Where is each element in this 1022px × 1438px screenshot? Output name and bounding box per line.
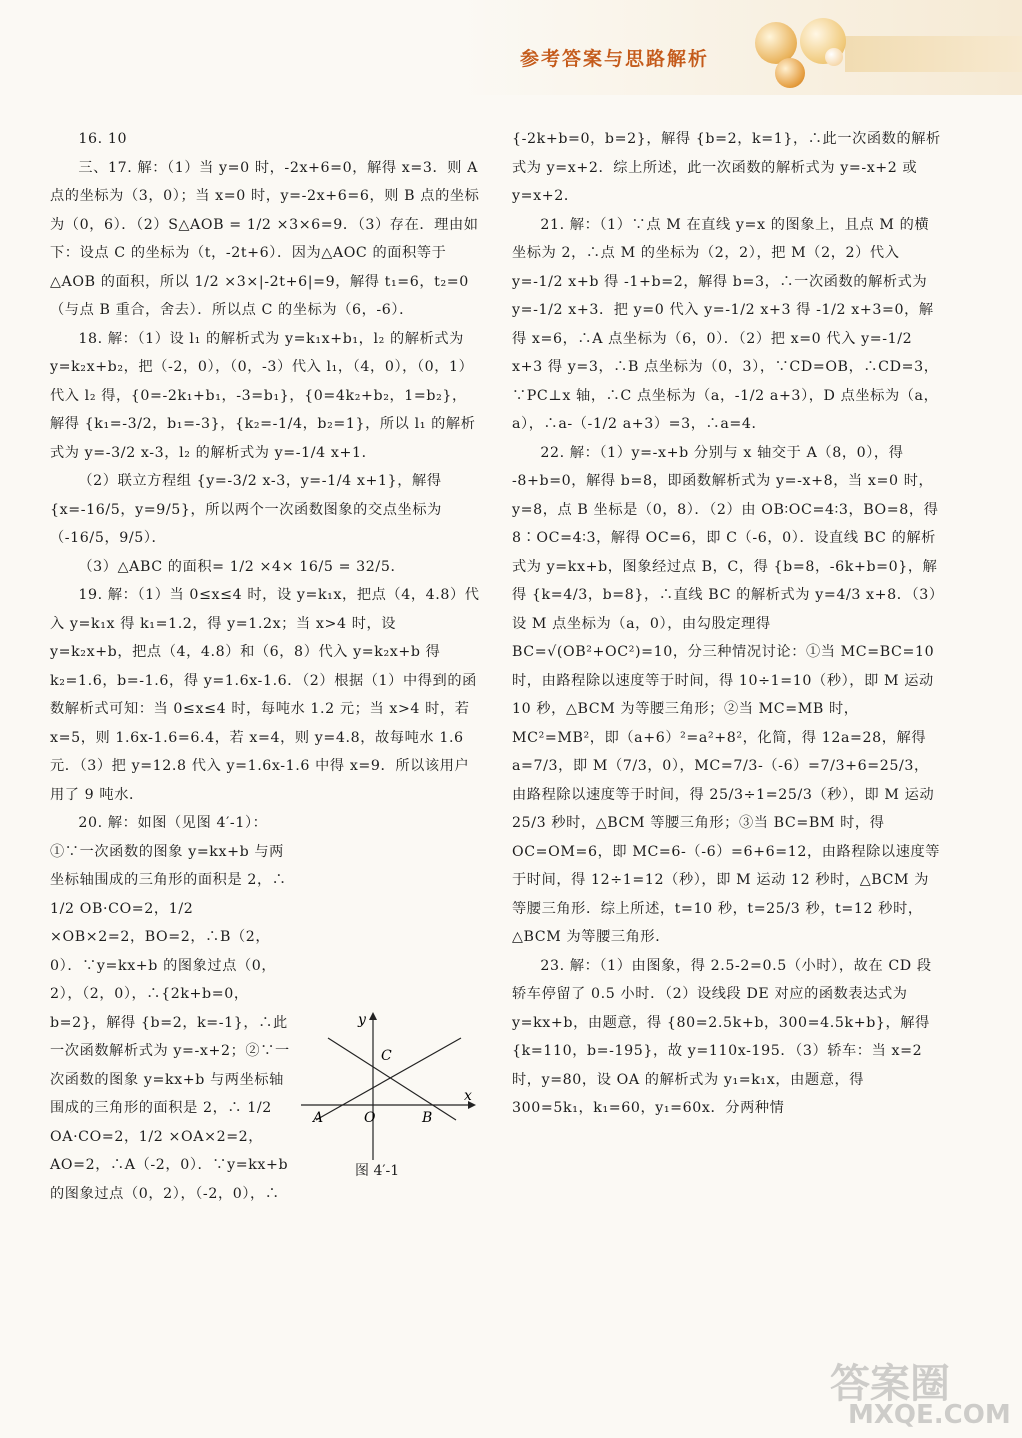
answer-paragraph: 18. 解：（1）设 l₁ 的解析式为 y=k₁x+b₁，l₂ 的解析式为 y=k₂x+b₂，把（-2，0），（0，-3）代入 l₁，（4，0），（0，1）代入 l₂ 得，{0=-2k₁+b₁，-3=b₁}，{0=4k₂+b₂，1=b₂}，解得 {k₁=-3/2，b₁=-3}，{k₂=-1/4，b₂=1}，所以 l₁ 的解析式为 y=-3/2 x-3，l₂ 的解析式为 y=-1/4 x+1． bbox=[50, 330, 476, 461]
answer-paragraph: 20. 解：如图（见图 4′-1）：①∵一次函数的图象 y=kx+b 与两坐标轴围成的三角形的面积是 2，∴ 1/2 OB·CO=2，1/2 ×OB×2=2，BO=2，∴B（2，0）．∵y=kx+b 的图象过点（0，2），（2，0），∴{2k+b=0，b=2}，解得 {b=2，k=-1}，∴此一次函数解析式为 y=-x+2；②∵一次函数的图象 y=kx+b 与两坐标轴围成的三角形的面积是 2，∴ 1/2 OA·CO=2，1/2 ×OA×2=2，AO=2，∴A（-2，0）．∵y=kx+b 的图象过点（0，2），（-2，0），∴ bbox=[50, 815, 290, 1202]
decorative-bubble-icon bbox=[825, 48, 843, 66]
label-y: y bbox=[358, 1012, 366, 1028]
answer-paragraph: 22. 解：（1）y=-x+b 分别与 x 轴交于 A（8，0），得 -8+b=0，解得 b=8，即函数解析式为 y=-x+8，当 x=0 时，y=8，点 B 坐标是（0，8）．（2）由 OB∶OC=4∶3，BO=8，得 8∶OC=4∶3，解得 OC=6，即 C（-6，0）．设直线 BC 的解析式为 y=kx+b，图象经过点 B，C，得 {b=8，-6k+b=0}，解得 {k=4/3，b=8}，∴直线 BC 的解析式为 y=4/3 x+8．（3）设 M 点坐标为（a，0），由勾股定理得 BC=√(OB²+OC²)=10，分三种情况讨论：①当 MC=BC=10 时，由路程除以速度等于时间，得 10÷1=10（秒），即 M 运动 10 秒，△BCM 为等腰三角形；②当 MC=MB 时，MC²=MB²，即（a+6）²=a²+8²，化简，得 12a=28，解得 a=7/3，即 M（7/3，0），MC=7/3-（-6）=7/3+6=25/3，由路程除以速度等于时间，得 25/3÷1=25/3（秒），即 M 运动 25/3 秒时，△BCM 等腰三角形；③当 BC=BM 时，得 OC=OM=6，即 MC=6-（-6）=6+6=12，由路程除以速度等于时间，得 12÷1=12（秒），即 M 运动 12 秒时，△BCM 为等腰三角形．综上所述，t=10 秒，t=25/3 秒，t=12 秒时，△BCM 为等腰三角形． bbox=[512, 444, 941, 945]
answer-paragraph: （3）△ABC 的面积= 1/2 ×4× 16/5 = 32/5． bbox=[78, 558, 406, 575]
y-axis-arrow-icon bbox=[369, 1012, 377, 1020]
right-text-column bbox=[512, 125, 942, 1123]
answer-paragraph: 三、17. 解：（1）当 y=0 时，-2x+6=0，解得 x=3．则 A 点的坐标为（3，0）；当 x=0 时，y=-2x+6=6，则 B 点的坐标为（0，6）．（2）S△AOB = 1/2 ×3×6=9．（3）存在．理由如下：设点 C 的坐标为（t，-2t+6）．因为△AOC 的面积等于△AOB 的面积，所以 1/2 ×3×|-2t+6|=9，解得 t₁=6，t₂=0（与点 B 重合，舍去）．所以点 C 的坐标为（6，-6）． bbox=[50, 159, 480, 318]
watermark-logo: 答案圈 bbox=[830, 1361, 950, 1407]
coordinate-figure bbox=[296, 1010, 476, 1180]
header-decoration-bar bbox=[845, 36, 1022, 72]
page-header-title: 参考答案与思路解析 bbox=[520, 48, 710, 70]
decorative-bubble-icon bbox=[775, 58, 805, 88]
label-a: A bbox=[313, 1110, 324, 1126]
label-x: x bbox=[464, 1088, 472, 1104]
answer-paragraph: 16. 10 bbox=[78, 131, 128, 147]
label-c: C bbox=[381, 1048, 392, 1064]
figure-caption: 图 4′-1 bbox=[355, 1163, 400, 1179]
answer-paragraph: 23. 解：（1）由图象，得 2.5-2=0.5（小时），故在 CD 段轿车停留了 0.5 小时．（2）设线段 DE 对应的函数表达式为 y=kx+b，由题意，得 {80=2.5k+b，300=4.5k+b}，解得 {k=110，b=-195}，故 y=110x-195．（3）轿车：当 x=2 时，y=80，设 OA 的解析式为 y₁=k₁x，由题意，得 300=5k₁，k₁=60，y₁=60x．分两种情 bbox=[512, 957, 932, 1116]
label-o: O bbox=[364, 1110, 376, 1126]
answer-paragraph: {-2k+b=0，b=2}，解得 {b=2，k=1}，∴此一次函数的解析式为 y=x+2．综上所述，此一次函数的解析式为 y=-x+2 或 y=x+2． bbox=[512, 131, 941, 204]
answer-paragraph: 19. 解：（1）当 0≤x≤4 时，设 y=k₁x，把点（4，4.8）代入 y=k₁x 得 k₁=1.2，得 y=1.2x；当 x>4 时，设 y=k₂x+b，把点（4，4.8）和（6，8）代入 y=k₂x+b 得 k₂=1.6，b=-1.6，得 y=1.6x-1.6．（2）根据（1）中得到的函数解析式可知：当 0≤x≤4 时，每吨水 1.2 元；当 x>4 时，若 x=5，则 1.6x-1.6=6.4，若 x=4，则 y=4.8，故每吨水 1.6 元．（3）把 y=12.8 代入 y=1.6x-1.6 中得 x=9．所以该用户用了 9 吨水． bbox=[50, 587, 480, 803]
answer-paragraph: （2）联立方程组 {y=-3/2 x-3，y=-1/4 x+1}，解得 {x=-16/5，y=9/5}，所以两个一次函数图象的交点坐标为（-16/5，9/5）． bbox=[50, 473, 442, 546]
watermark-url: MXQE.COM bbox=[848, 1400, 1011, 1430]
line-bc bbox=[328, 1038, 456, 1120]
answer-paragraph: 21. 解：（1）∵点 M 在直线 y=x 的图象上，且点 M 的横坐标为 2，∴点 M 的坐标为（2，2），把 M（2，2）代入 y=-1/2 x+b 得 -1+b=2，解得 b=3，∴一次函数的解析式为 y=-1/2 x+3．把 y=0 代入 y=-1/2 x+3 得 -1/2 x+3=0，解得 x=6，∴A 点坐标为（6，0）．（2）把 x=0 代入 y=-1/2 x+3 得 y=3，∴B 点坐标为（0，3），∵CD=OB，∴CD=3，∵PC⊥x 轴，∴C 点坐标为（a，-1/2 a+3），D 点坐标为（a，a），∴a-（-1/2 a+3）=3，∴a=4． bbox=[512, 216, 939, 432]
label-b: B bbox=[422, 1110, 433, 1126]
